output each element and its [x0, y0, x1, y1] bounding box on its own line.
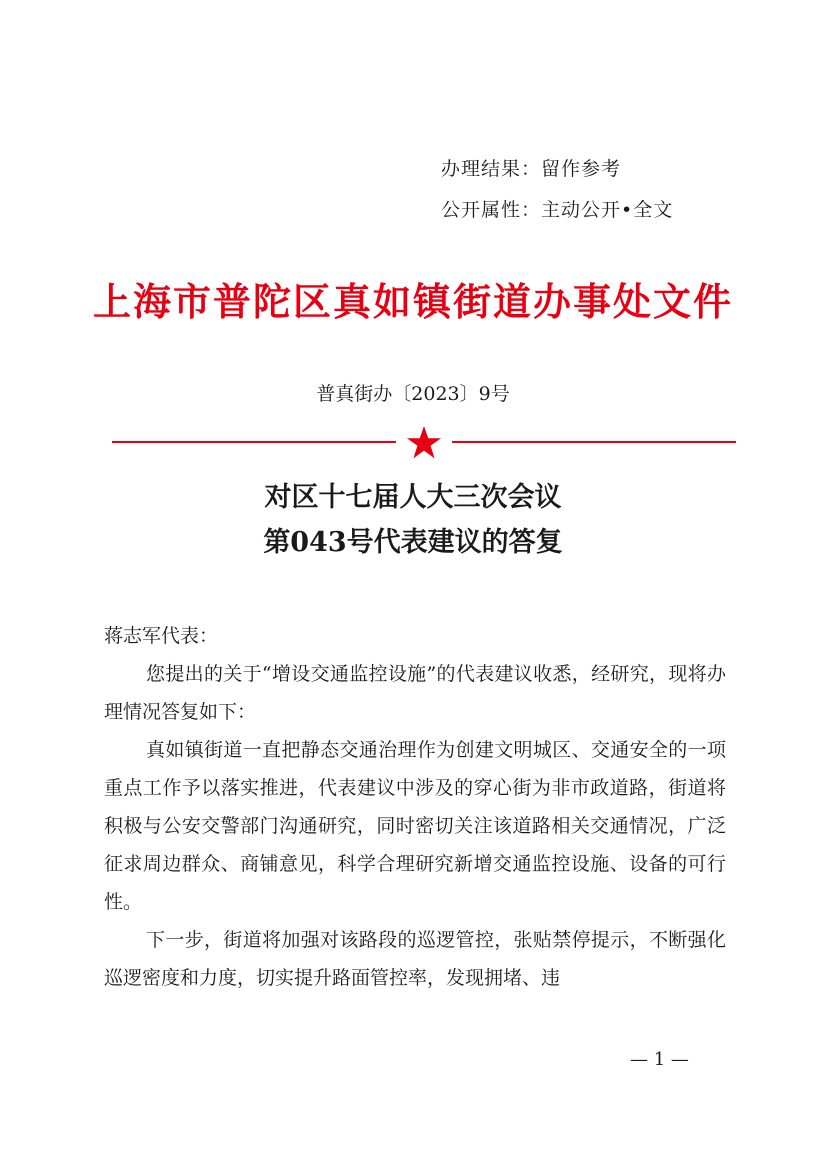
body-paragraph-2: 真如镇街道一直把静态交通治理作为创建文明城区、交通安全的一项重点工作予以落实推进，代表建议中涉及的穿心街为非市政道路，街道将积极与公安交警部门沟通研究，同时密切关注该道路相关交通情况，广泛征求周边群众、商铺意见，科学合理研究新增交通监控设施、设备的可行性。 — [104, 739, 726, 913]
doc-title-line-2: 第043号代表建议的答复 — [263, 527, 563, 558]
handling-result: 办理结果：留作参考 — [441, 158, 622, 180]
disclosure-attribute: 公开属性：主动公开•全文 — [441, 199, 674, 221]
salutation: 蒋志军代表： — [104, 625, 219, 647]
page-number: — 1 — — [630, 1049, 689, 1070]
red-divider-left — [112, 441, 396, 443]
masthead-title: 上海市普陀区真如镇街道办事处文件 — [92, 279, 733, 324]
body-paragraph-1: 您提出的关于“增设交通监控设施”的代表建议收悉，经研究，现将办理情况答复如下： — [104, 663, 726, 723]
red-divider-right — [452, 441, 736, 443]
body-paragraph-3: 下一步，街道将加强对该路段的巡逻管控，张贴禁停提示，不断强化巡逻密度和力度，切实提升路面管控率，发现拥堵、违 — [104, 929, 726, 989]
document-number: 普真街办〔2023〕9号 — [316, 383, 510, 405]
doc-title-line-1: 对区十七届人大三次会议 — [264, 482, 562, 513]
star-icon — [406, 425, 442, 461]
